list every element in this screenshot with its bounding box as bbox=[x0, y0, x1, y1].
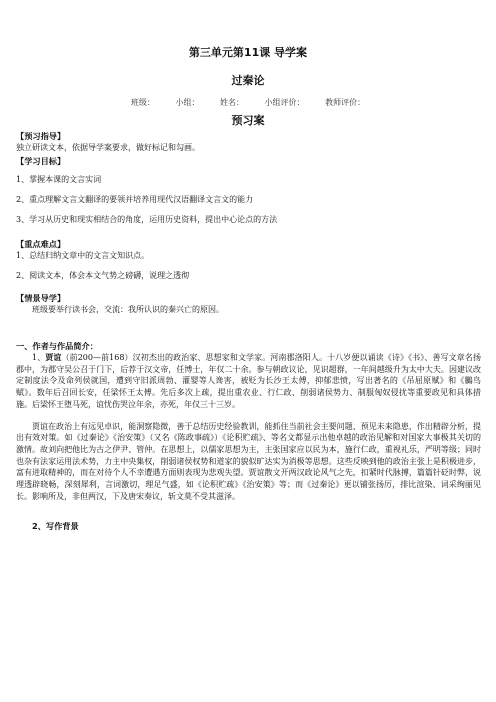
goals-block bbox=[16, 155, 481, 226]
author-paragraph-2: 贾谊在政治上有远见卓识，能洞察隐微，善于总结历史经验教训，能抓住当前社会主要问题、预见未来隐患，作出精辟分析，提出有效对策。如《过秦论》《治安策》（又名《陈政事疏》）《论积贮疏》、等名文都显示出他卓越的政治见解和对国家大事极其关切的激情。故刘向把他比为古之伊尹、管仲。在思想上，以儒家思想为主，主张国家应以民为本，施行仁政，重视礼乐，严明等级；同时也杂有法家运用法术势，力主中央集权，削弱诸侯权势和道家的貌似旷达实为消极等思想。这些反映到他的政治主张上是积极进步，富有进取精神的，而在对待个人不幸遭遇方面则表现为悲观失望。贾谊散文开两汉政论风气之先，扣紧时代脉搏，篇篇针砭时弊，说理透辟晓畅，深刻犀利，言词激切，理足气盛，如《论积贮疏》《治安策》等；而《过秦论》更以铺张扬厉，排比渲染、词采绚丽见长。影响所及，非但两汉，下及唐宋奏议，斩文莫不受其滋泽。 bbox=[16, 421, 481, 501]
group-label: 小组： bbox=[175, 98, 200, 107]
goal-item-1: 1、掌握本课的文言实词 bbox=[16, 175, 102, 184]
scenario-block bbox=[16, 292, 481, 316]
preview-guide-text: 独立研读文本，依据导学案要求，做好标记和勾画。 bbox=[16, 143, 200, 152]
page-title: 第三单元第11课 导学案 bbox=[188, 46, 308, 59]
author-paragraph-1 bbox=[16, 352, 481, 411]
paragraph-number: 1、 bbox=[32, 353, 46, 362]
key-points-heading: 【重点难点】 bbox=[16, 239, 66, 249]
scenario-heading: 【情景导学】 bbox=[16, 293, 66, 303]
author-bio-text: （前200—前168）汉初杰出的政治家、思想家和文学家。河南郡洛阳人。十八岁便以诵读《诗》《书》、善写文章名扬郡中，为郡守吴公召于门下，后荐于汉文帝，任博士，年仅二十余。参与朝政议论，见识超群，一年间越级升为太中大夫。因建议改定制度法令及命列侯就国，遭到守旧派周勃、灌婴等人谗害，被贬为长沙王太傅，抑郁悲愤，写出著名的《吊屈原赋》和《鵩鸟赋》。数年后召回长安，任梁怀王太傅。先后多次上疏，提出重农业、行仁政、削弱诸侯势力、制服匈奴侵扰等重要政见和具体措施。后梁怀王堕马死，谊忧伤哭泣年余，亦死，年仅三十三岁。 bbox=[16, 353, 481, 409]
preview-guide-block bbox=[16, 130, 481, 154]
key-point-item-2: 2、阅读文本，体会本文气势之磅礴，说理之透彻 bbox=[16, 271, 190, 280]
lesson-title: 过秦论 bbox=[231, 74, 265, 87]
key-points-block bbox=[16, 238, 481, 282]
section-title: 预习案 bbox=[231, 114, 265, 127]
teacher-evaluation-label: 教师评价： bbox=[325, 98, 366, 107]
author-name: 贾谊 bbox=[45, 352, 62, 362]
preview-guide-heading: 【预习指导】 bbox=[16, 131, 66, 141]
author-section-heading: 一、作者与作品简介： bbox=[16, 341, 98, 351]
goal-item-3: 3、学习从历史和现实相结合的角度，运用历史资料，提出中心论点的方法 bbox=[16, 215, 278, 224]
class-label: 班级： bbox=[130, 98, 155, 107]
group-evaluation-label: 小组评价： bbox=[264, 98, 305, 107]
name-label: 姓名： bbox=[220, 98, 244, 107]
author-section bbox=[16, 340, 481, 532]
writing-background-heading: 2、写作背景 bbox=[32, 521, 79, 532]
student-info-line bbox=[0, 97, 496, 108]
key-point-item-1: 1、总结归纳文章中的文言文知识点。 bbox=[16, 251, 150, 260]
scenario-text: 班级要举行读书会，交流：我所认识的秦兴亡的原因。 bbox=[32, 305, 224, 314]
goals-heading: 【学习目标】 bbox=[16, 156, 66, 166]
goal-item-2: 2、重点理解文言文翻译的要领并培养用现代汉语翻译文言文的能力 bbox=[16, 195, 254, 204]
